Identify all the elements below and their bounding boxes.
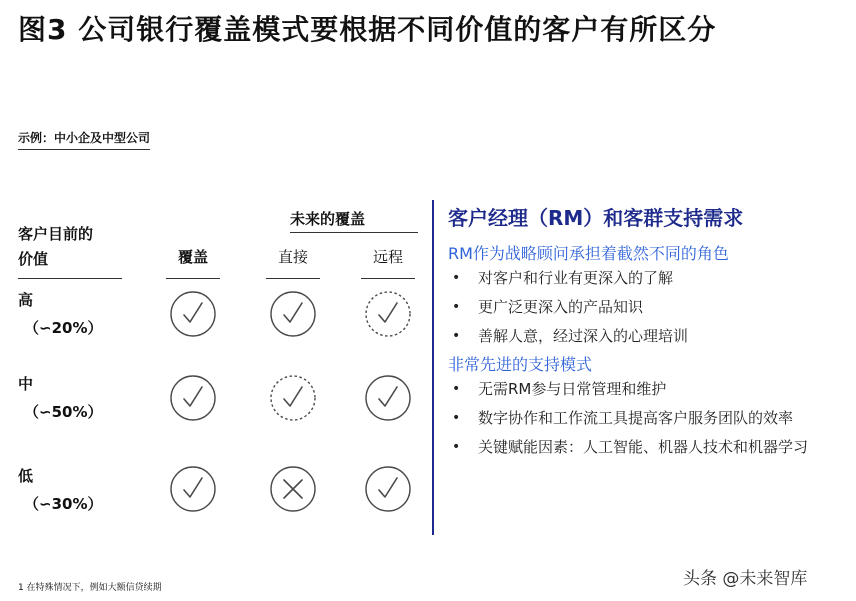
bullet-item: • 数字协作和工作流工具提高客户服务团队的效率 [448, 406, 852, 431]
bullet-item: • 关键赋能因素：人工智能、机器人技术和机器学习 [448, 435, 852, 460]
section-title-rm-role: RM作为战略顾问承担着截然不同的角色 [448, 244, 729, 263]
rm-role-bullets [448, 266, 852, 349]
check-icon [169, 374, 217, 422]
column-underline-coverage [166, 278, 220, 279]
rm-panel-title: 客户经理（RM）和客群支持需求 [448, 206, 744, 230]
bullet-item: • 善解人意，经过深入的心理培训 [448, 324, 852, 349]
column-underline-remote [361, 278, 415, 279]
bullet-item: • 无需RM参与日常管理和维护 [448, 377, 852, 402]
row-label-medium-name: 中 [18, 375, 34, 393]
column-header-remote: 远程 [372, 248, 403, 266]
check-icon [169, 290, 217, 338]
column-header-coverage: 覆盖 [177, 248, 208, 266]
watermark: 头条 @未来智库 [683, 569, 808, 589]
bullet-item: • 更广泛更深入的产品知识 [448, 295, 852, 320]
row-label-medium [18, 370, 102, 426]
check-icon [269, 290, 317, 338]
column-underline-direct [266, 278, 320, 279]
dashed-check-icon [269, 374, 317, 422]
row-label-low-name: 低 [18, 467, 34, 485]
cross-icon [269, 465, 317, 513]
row-label-high-pct: （∽20%） [24, 319, 103, 337]
future-coverage-header: 未来的覆盖 [290, 210, 366, 228]
bullet-item: • 对客户和行业有更深入的了解 [448, 266, 852, 291]
dashed-check-icon [364, 290, 412, 338]
future-coverage-underline [290, 232, 418, 233]
row-label-low-pct: （∽30%） [24, 495, 103, 513]
page-title: 图3 公司银行覆盖模式要根据不同价值的客户有所区分 [18, 13, 717, 46]
current-value-underline [18, 278, 122, 279]
current-value-header-line2: 价值 [18, 250, 49, 268]
section-divider [432, 200, 434, 535]
check-icon [364, 374, 412, 422]
row-label-low [18, 462, 102, 518]
footnote: 1 在特殊情况下，例如大额信贷续期 [18, 583, 162, 593]
row-label-medium-pct: （∽50%） [24, 403, 103, 421]
current-value-header [18, 222, 93, 272]
row-label-high [18, 286, 102, 342]
check-icon [169, 465, 217, 513]
row-label-high-name: 高 [18, 291, 34, 309]
current-value-header-line1: 客户目前的 [18, 225, 94, 243]
section-title-support-model: 非常先进的支持模式 [448, 355, 593, 374]
check-icon [364, 465, 412, 513]
column-header-direct: 直接 [277, 248, 308, 266]
example-label: 示例：中小企及中型公司 [18, 129, 150, 150]
support-model-bullets [448, 377, 852, 460]
rm-support-panel [448, 202, 852, 464]
